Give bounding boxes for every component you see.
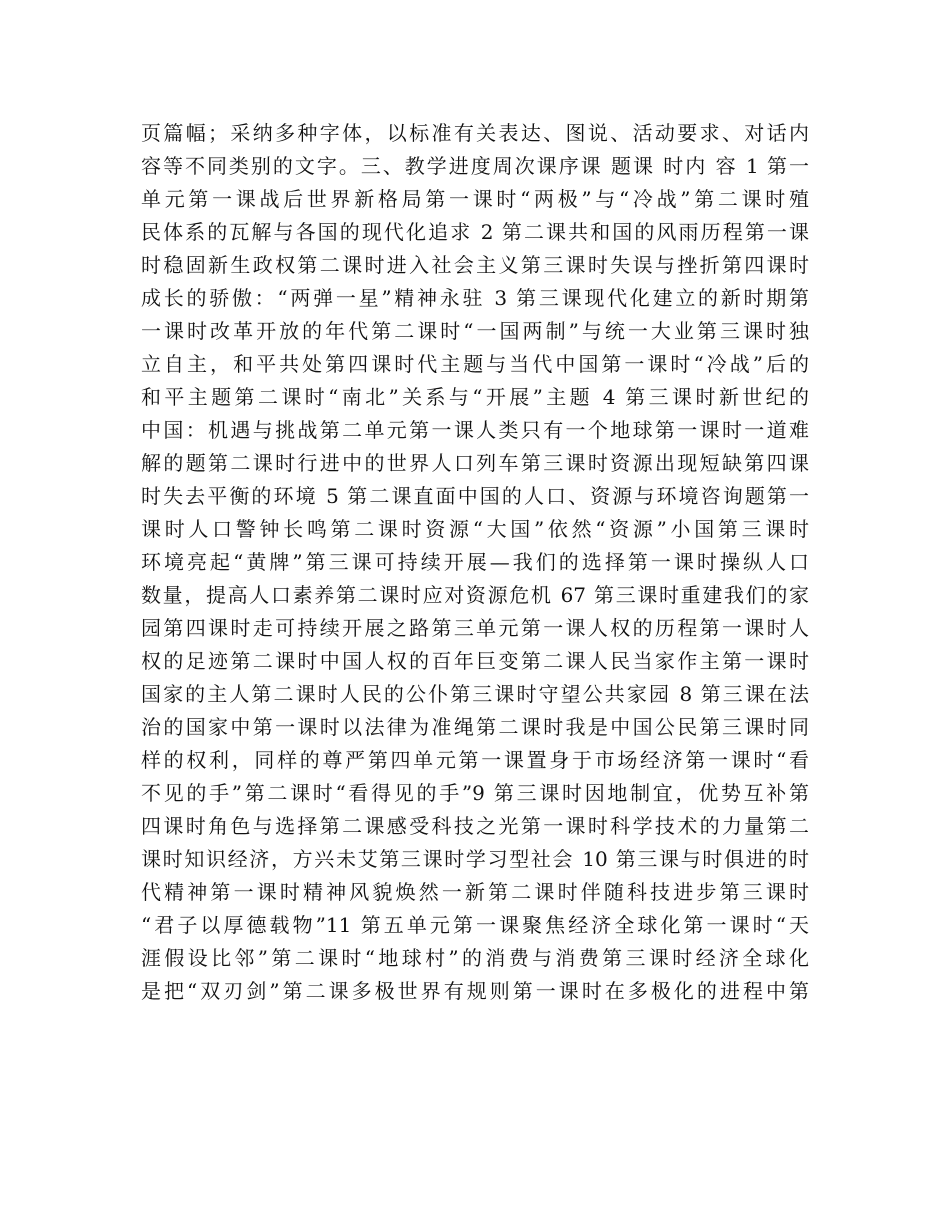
- text-line: 数量，提高人口素养第二课时应对资源危机 67 第三课时重建我们的家: [141, 583, 809, 607]
- text-line: 成长的骄傲：“两弹一星”精神永驻 3 第三课现代化建立的新时期第: [141, 286, 809, 310]
- text-line: 涯假设比邻”第二课时“地球村”的消费与消费第三课时经济全球化: [141, 946, 809, 970]
- text-line: 是把“双刃剑”第二课多极世界有规则第一课时在多极化的进程中第: [141, 979, 809, 1003]
- text-line: 和平主题第二课时“南北”关系与“开展”主题 4 第三课时新世纪的: [141, 385, 809, 409]
- text-line: 课时人口警钟长鸣第二课时资源“大国”依然“资源”小国第三课时: [141, 517, 809, 541]
- text-line: 时稳固新生政权第二课时进入社会主义第三课时失误与挫折第四课时: [141, 253, 809, 277]
- text-line: 单元第一课战后世界新格局第一课时“两极”与“冷战”第二课时殖: [141, 187, 809, 211]
- text-line: 国家的主人第二课时人民的公仆第三课时守望公共家园 8 第三课在法: [141, 682, 809, 706]
- text-line: 权的足迹第二课时中国人权的百年巨变第二课人民当家作主第一课时: [141, 649, 809, 673]
- text-line: 园第四课时走可持续开展之路第三单元第一课人权的历程第一课时人: [141, 616, 809, 640]
- text-line: 容等不同类别的文字。三、教学进度周次课序课 题课 时内 容 1 第一: [141, 154, 809, 178]
- text-line: 立自主，和平共处第四课时代主题与当代中国第一课时“冷战”后的: [141, 352, 809, 376]
- text-line: 代精神第一课时精神风貌焕然一新第二课时伴随科技进步第三课时: [141, 880, 809, 904]
- text-line: 不见的手”第二课时“看得见的手”9 第三课时因地制宜，优势互补第: [141, 781, 809, 805]
- text-line: 时失去平衡的环境 5 第二课直面中国的人口、资源与环境咨询题第一: [141, 484, 809, 508]
- text-line: 中国：机遇与挑战第二单元第一课人类只有一个地球第一课时一道难: [141, 418, 809, 442]
- body-text: [141, 117, 809, 1008]
- text-line: 样的权利，同样的尊严第四单元第一课置身于市场经济第一课时“看: [141, 748, 809, 772]
- text-line: 环境亮起“黄牌”第三课可持续开展—我们的选择第一课时操纵人口: [141, 550, 809, 574]
- text-line: 课时知识经济，方兴未艾第三课时学习型社会 10 第三课与时俱进的时: [141, 847, 809, 871]
- text-line: 解的题第二课时行进中的世界人口列车第三课时资源出现短缺第四课: [141, 451, 809, 475]
- text-line: 治的国家中第一课时以法律为准绳第二课时我是中国公民第三课时同: [141, 715, 809, 739]
- text-line: “君子以厚德载物”11 第五单元第一课聚焦经济全球化第一课时“天: [141, 913, 809, 937]
- text-line: 民体系的瓦解与各国的现代化追求 2 第二课共和国的风雨历程第一课: [141, 220, 809, 244]
- text-line: 四课时角色与选择第二课感受科技之光第一课时科学技术的力量第二: [141, 814, 809, 838]
- text-line: 页篇幅；采纳多种字体，以标准有关表达、图说、活动要求、对话内: [141, 121, 809, 145]
- text-line: 一课时改革开放的年代第二课时“一国两制”与统一大业第三课时独: [141, 319, 809, 343]
